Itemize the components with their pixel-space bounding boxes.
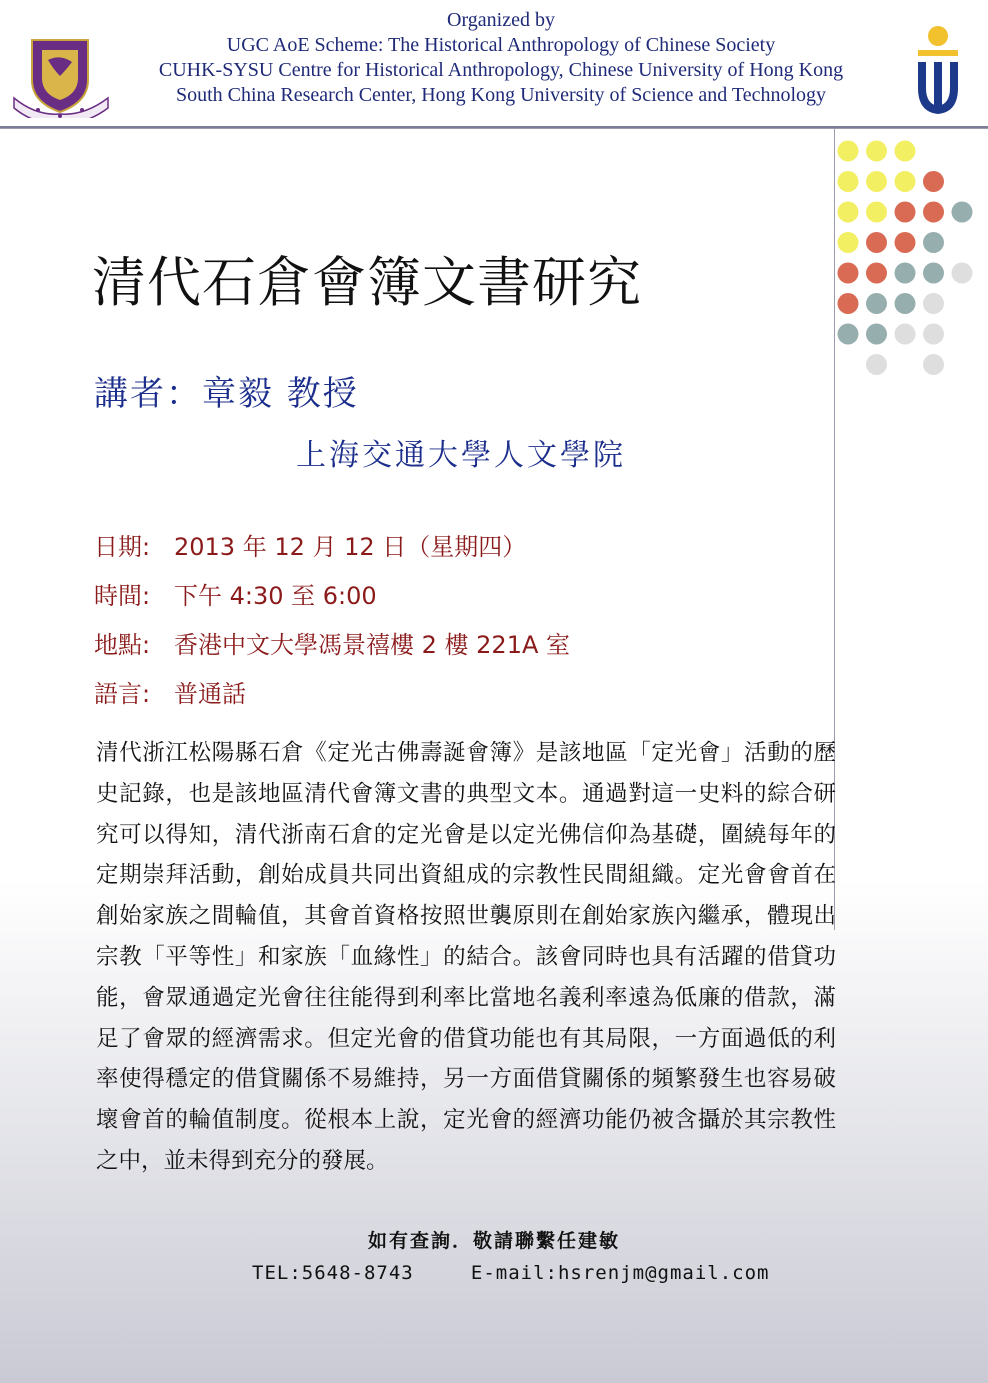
venue-label: 地點: (94, 631, 151, 659)
organizers-block (96, 8, 906, 108)
organizer-line-2: CUHK-SYSU Centre for Historical Anthropology, Chinese University of Hong Kong (158, 59, 844, 81)
date-label: 日期: (94, 533, 151, 561)
decorative-dot (895, 171, 916, 192)
decorative-dot (866, 293, 887, 314)
abstract-paragraph: 清代浙江松陽縣石倉《定光古佛壽誕會簿》是該地區「定光會」活動的歷史記錄，也是該地區清代會簿文書的典型文本。通過對這一史料的綜合研究可以得知，清代浙南石倉的定光會是以定光佛信仰為基礎，圍繞每年的定期崇拜活動，創始成員共同出資組成的宗教性民間組織。定光會會首在創始家族之間輪值，其會首資格按照世襲原則在創始家族內繼承，體現出宗教「平等性」和家族「血緣性」的結合。該會同時也具有活躍的借貸功能，會眾通過定光會往往能得到利率比當地名義利率遠為低廉的借款，滿足了會眾的經濟需求。但定光會的借貸功能也有其局限，一方面過低的利率使得穩定的借貸關係不易維持，另一方面借貸關係的頻繁發生也容易破壞會首的輪值制度。從根本上說，定光會的經濟功能仍被含攝於其宗教性之中，並未得到充分的發展。 (96, 740, 836, 1174)
decorative-dot (923, 232, 944, 253)
decorative-dot (923, 354, 944, 375)
decorative-dot (923, 263, 944, 284)
decorative-dot (952, 202, 973, 223)
decorative-dot (895, 324, 916, 345)
decorative-dot (895, 202, 916, 223)
decorative-dot (895, 293, 916, 314)
header-divider (0, 128, 988, 129)
decorative-dot (866, 263, 887, 284)
decorative-dot (923, 202, 944, 223)
header (0, 0, 988, 128)
decorative-dot (838, 263, 859, 284)
speaker-affiliation: 上海交通大學人文學院 (296, 438, 626, 473)
hkust-logo (914, 24, 962, 118)
decorative-dot (866, 232, 887, 253)
organizer-line-1: UGC AoE Scheme: The Historical Anthropology of Chinese Society (226, 34, 776, 56)
decorative-dot (838, 293, 859, 314)
decorative-dot (838, 232, 859, 253)
decorative-dot (866, 324, 887, 345)
decorative-dot (838, 141, 859, 162)
speaker-line: 講者：章毅 教授 (94, 374, 359, 414)
organized-by-heading: Organized by (447, 9, 555, 31)
decorative-dot (838, 202, 859, 223)
info-row-language (94, 677, 570, 726)
time-value: 下午 4:30 至 6:00 (174, 582, 377, 610)
time-label: 時間: (94, 582, 151, 610)
date-value: 2013 年 12 月 12 日（星期四） (174, 533, 527, 561)
decorative-dot-grid (834, 138, 988, 398)
lecture-title: 清代石倉會簿文書研究 (92, 251, 642, 314)
decorative-dot (895, 232, 916, 253)
language-label: 語言: (94, 680, 151, 708)
info-row-time (94, 579, 570, 628)
decorative-dot (895, 263, 916, 284)
decorative-dot (866, 171, 887, 192)
decorative-dot (923, 324, 944, 345)
contact-details (252, 1262, 769, 1284)
contact-email: E-mail:hsrenjm@gmail.com (470, 1262, 770, 1284)
decorative-dot (838, 171, 859, 192)
decorative-dot (866, 202, 887, 223)
decorative-dot (866, 141, 887, 162)
decorative-dot (838, 324, 859, 345)
language-value: 普通話 (174, 680, 246, 708)
decorative-dot (952, 263, 973, 284)
organizer-line-3: South China Research Center, Hong Kong University of Science and Technology (175, 84, 827, 106)
contact-phone: TEL:5648-8743 (252, 1262, 414, 1284)
contact-inquiry: 如有查詢．敬請聯繫任建敏 (367, 1230, 620, 1252)
decorative-dot (923, 293, 944, 314)
venue-value: 香港中文大學馮景禧樓 2 樓 221A 室 (174, 631, 571, 659)
event-info (94, 530, 570, 726)
info-row-venue (94, 628, 570, 677)
info-row-date (94, 530, 570, 579)
decorative-dot (866, 354, 887, 375)
decorative-dot (895, 141, 916, 162)
decorative-dot (923, 171, 944, 192)
